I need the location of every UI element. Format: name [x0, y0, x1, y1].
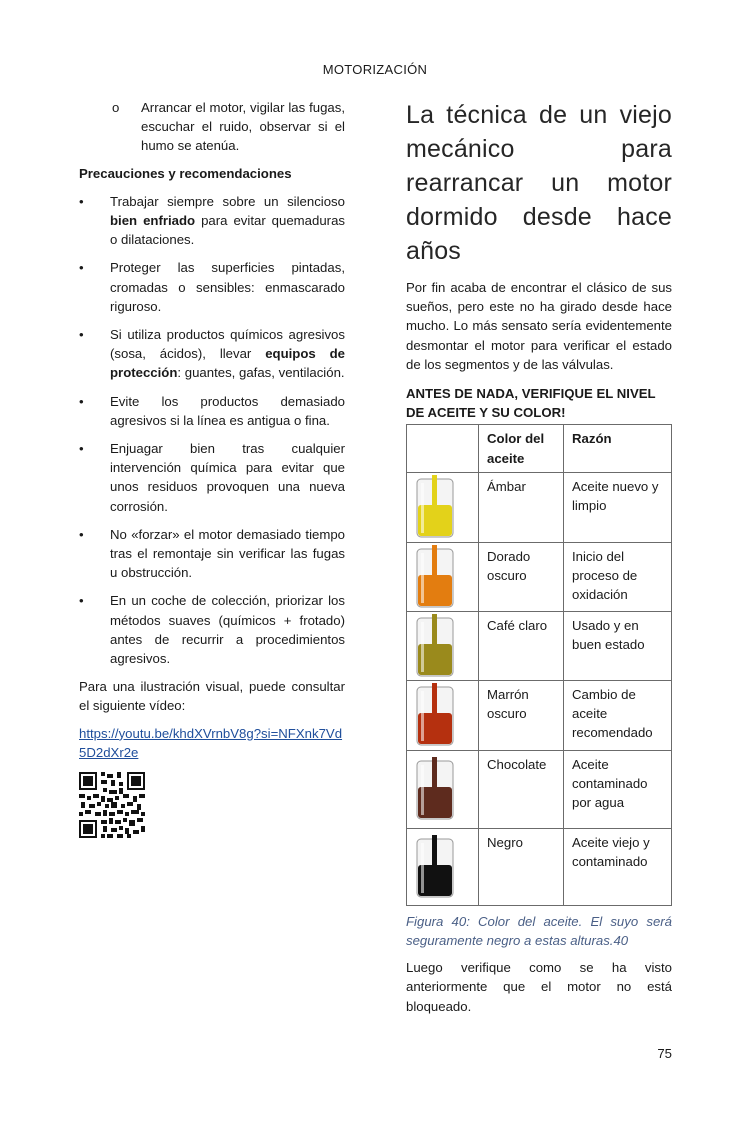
bullet-item: [79, 439, 345, 516]
oil-reason: Aceite viejo y contaminado: [564, 828, 672, 905]
bullet-text: [110, 327, 345, 380]
video-intro: Para una ilustración visual, puede consultar el siguiente vídeo:: [79, 679, 345, 714]
bullet-item: [79, 591, 345, 668]
bullet-marker: •: [79, 260, 84, 276]
bullet-text-part: Trabajar siempre sobre un silencioso: [110, 193, 345, 209]
oil-warning: ANTES DE NADA, VERIFIQUE EL NIVEL DE ACEITE Y SU COLOR!: [406, 386, 656, 421]
bullet-text-part: Si utiliza productos químicos agresivos (sosa, ácidos), llevar: [110, 327, 345, 362]
oil-jar-icon: [415, 475, 455, 539]
table-row: [407, 680, 672, 750]
figure-caption: Figura 40: Color del aceite. El suyo será seguramente negro a estas alturas.40: [406, 913, 672, 949]
oil-color-name: Dorado oscuro: [479, 542, 564, 611]
sub-list-item-text: Arrancar el motor, vigilar las fugas, escuchar el ruido, observar si el humo se atenúa.: [141, 100, 345, 154]
header-image-cell: [407, 425, 479, 472]
bullet-item: [79, 325, 345, 383]
oil-jar-icon: [415, 835, 455, 899]
bullet-text-bold: equipos de protección: [110, 346, 346, 381]
bullet-marker: •: [79, 327, 84, 343]
oil-jar-icon: [415, 757, 455, 821]
article-title: La técnica de un viejo mecánico para rearrancar un motor dormido desde hace años: [406, 101, 672, 265]
oil-reason: Usado y en buen estado: [564, 611, 672, 680]
section-heading: Precauciones y recomendaciones: [79, 165, 292, 181]
oil-reason: Aceite nuevo y limpio: [564, 472, 672, 542]
oil-reason: Aceite contaminado por agua: [564, 750, 672, 828]
bullet-text-part: para evitar quemaduras o dilataciones.: [110, 213, 345, 248]
bullet-text: [110, 527, 345, 580]
table-row: [407, 611, 672, 680]
bullet-marker: •: [79, 193, 84, 209]
left-column: [79, 98, 345, 838]
oil-jar-icon: [415, 614, 455, 678]
bullet-text-part: En un coche de colección, priorizar los métodos suaves (químicos + frotado) antes de recurrir a procedimientos agresivos.: [110, 593, 345, 667]
bullet-text-part: Enjuagar bien tras cualquier intervención química para evitar que unos residuos provoquen una nueva corrosión.: [110, 441, 345, 514]
oil-sample-cell: [407, 828, 479, 905]
oil-color-name: Chocolate: [479, 750, 564, 828]
closing-paragraph: Luego verifique como se ha visto anteriormente que el motor no está bloqueado.: [406, 960, 672, 1014]
intro-paragraph: Por fin acaba de encontrar el clásico de sus sueños, pero este no ha girado desde hace mucho. Lo más sensato sería evidentemente desmontar el motor para verificar el estado de los segmentos y de las válvulas.: [406, 280, 672, 372]
bullet-text: [110, 441, 345, 514]
oil-color-name: Ámbar: [479, 472, 564, 542]
bullet-text: [110, 194, 345, 247]
header-color: Color del aceite: [479, 425, 564, 472]
bullet-item: [79, 525, 345, 583]
oil-reason: Cambio de aceite recomendado: [564, 680, 672, 750]
oil-color-name: Negro: [479, 828, 564, 905]
bullet-marker: •: [79, 441, 84, 457]
bullet-text-bold: bien enfriado: [110, 213, 196, 229]
sub-bullet-marker: o: [112, 100, 120, 115]
bullet-marker: •: [79, 526, 84, 542]
bullet-text-part: Evite los productos demasiado agresivos si la línea es antigua o fina.: [110, 393, 345, 428]
oil-sample-cell: [407, 542, 479, 611]
right-column: [406, 98, 672, 1016]
oil-jar-icon: [415, 683, 455, 747]
table-row: [407, 750, 672, 828]
oil-color-table: [406, 424, 672, 905]
bullet-marker: •: [79, 593, 84, 609]
table-row: [407, 828, 672, 905]
bullet-text-part: Proteger las superficies pintadas, cromadas o sensibles: enmascarado riguroso.: [110, 260, 345, 314]
bullet-text: [110, 593, 345, 666]
running-header: MOTORIZACIÓN: [322, 62, 428, 77]
oil-jar-icon: [415, 545, 455, 609]
bullet-list: [79, 192, 345, 668]
oil-sample-cell: [407, 750, 479, 828]
bullet-item: [79, 392, 345, 430]
table-header-row: [407, 425, 672, 472]
oil-sample-cell: [407, 680, 479, 750]
qr-code-icon: [79, 772, 145, 838]
table-row: [407, 542, 672, 611]
bullet-marker: •: [79, 393, 84, 409]
bullet-item: [79, 258, 345, 316]
bullet-text: [110, 260, 345, 313]
page-number: 75: [657, 1046, 672, 1061]
table-row: [407, 472, 672, 542]
oil-sample-cell: [407, 611, 479, 680]
oil-color-name: Marrón oscuro: [479, 680, 564, 750]
header-reason: Razón: [564, 425, 672, 472]
bullet-text-part: No «forzar» el motor demasiado tiempo tras el remontaje sin verificar las fugas u obstrucción.: [110, 526, 345, 581]
bullet-text-part: : guantes, gafas, ventilación.: [177, 365, 345, 381]
sub-list-item: [79, 98, 345, 156]
oil-color-name: Café claro: [479, 611, 564, 680]
video-link[interactable]: https://youtu.be/khdXVrnbV8g?si=NFXnk7Vd5D2dXr2e: [79, 725, 343, 760]
bullet-text: [110, 394, 345, 428]
bullet-item: [79, 192, 345, 250]
oil-sample-cell: [407, 472, 479, 542]
oil-reason: Inicio del proceso de oxidación: [564, 542, 672, 611]
